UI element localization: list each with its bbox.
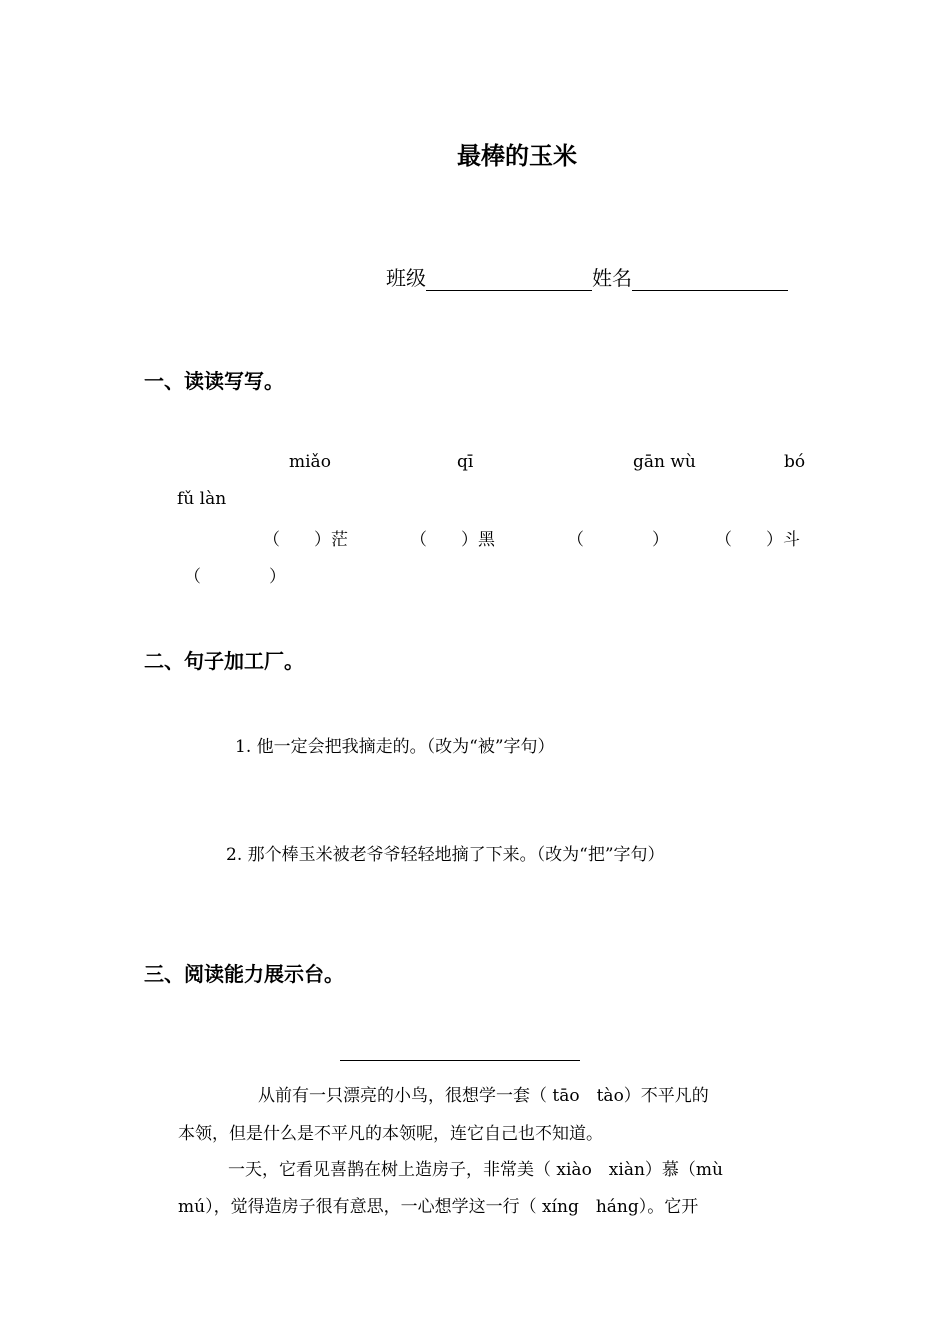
pinyin-2: qī [457, 452, 474, 472]
blank-5[interactable]: （ ） [184, 567, 286, 587]
passage-line-4: mú），觉得造房子很有意思，一心想学这一行（ xíng háng）。它开 [178, 1197, 699, 1217]
blank-4[interactable]: （ ）斗 [715, 530, 800, 550]
name-blank[interactable] [632, 264, 788, 291]
blank-2[interactable]: （ ）黑 [410, 530, 495, 550]
section2-heading: 二、句子加工厂。 [144, 649, 304, 673]
passage-title-blank[interactable] [340, 1060, 580, 1061]
blank-1[interactable]: （ ）茫 [263, 530, 348, 550]
blank-3[interactable]: （ ） [567, 530, 669, 550]
sentence-item-1: 1. 他一定会把我摘走的。（改为“被”字句） [235, 737, 555, 757]
class-label: 班级 [386, 266, 426, 290]
pinyin-1: miǎo [289, 452, 331, 472]
class-name-line [386, 262, 788, 291]
pinyin-4: bó [784, 452, 806, 472]
name-label: 姓名 [592, 266, 632, 290]
section3-heading: 三、阅读能力展示台。 [144, 962, 344, 986]
pinyin-3: gān wù [633, 452, 696, 472]
pinyin-5: fǔ làn [177, 489, 227, 509]
class-blank[interactable] [426, 264, 592, 291]
passage-line-3: 一天，它看见喜鹊在树上造房子，非常美（ xiào xiàn）慕（mù [228, 1160, 723, 1180]
section1-heading: 一、读读写写。 [144, 369, 284, 393]
passage-line-2: 本领，但是什么是不平凡的本领呢，连它自己也不知道。 [178, 1124, 603, 1144]
page-title: 最棒的玉米 [457, 142, 577, 170]
sentence-item-2: 2. 那个棒玉米被老爷爷轻轻地摘了下来。（改为“把”字句） [226, 845, 665, 865]
passage-line-1: 从前有一只漂亮的小鸟，很想学一套（ tāo tào）不平凡的 [258, 1086, 709, 1106]
